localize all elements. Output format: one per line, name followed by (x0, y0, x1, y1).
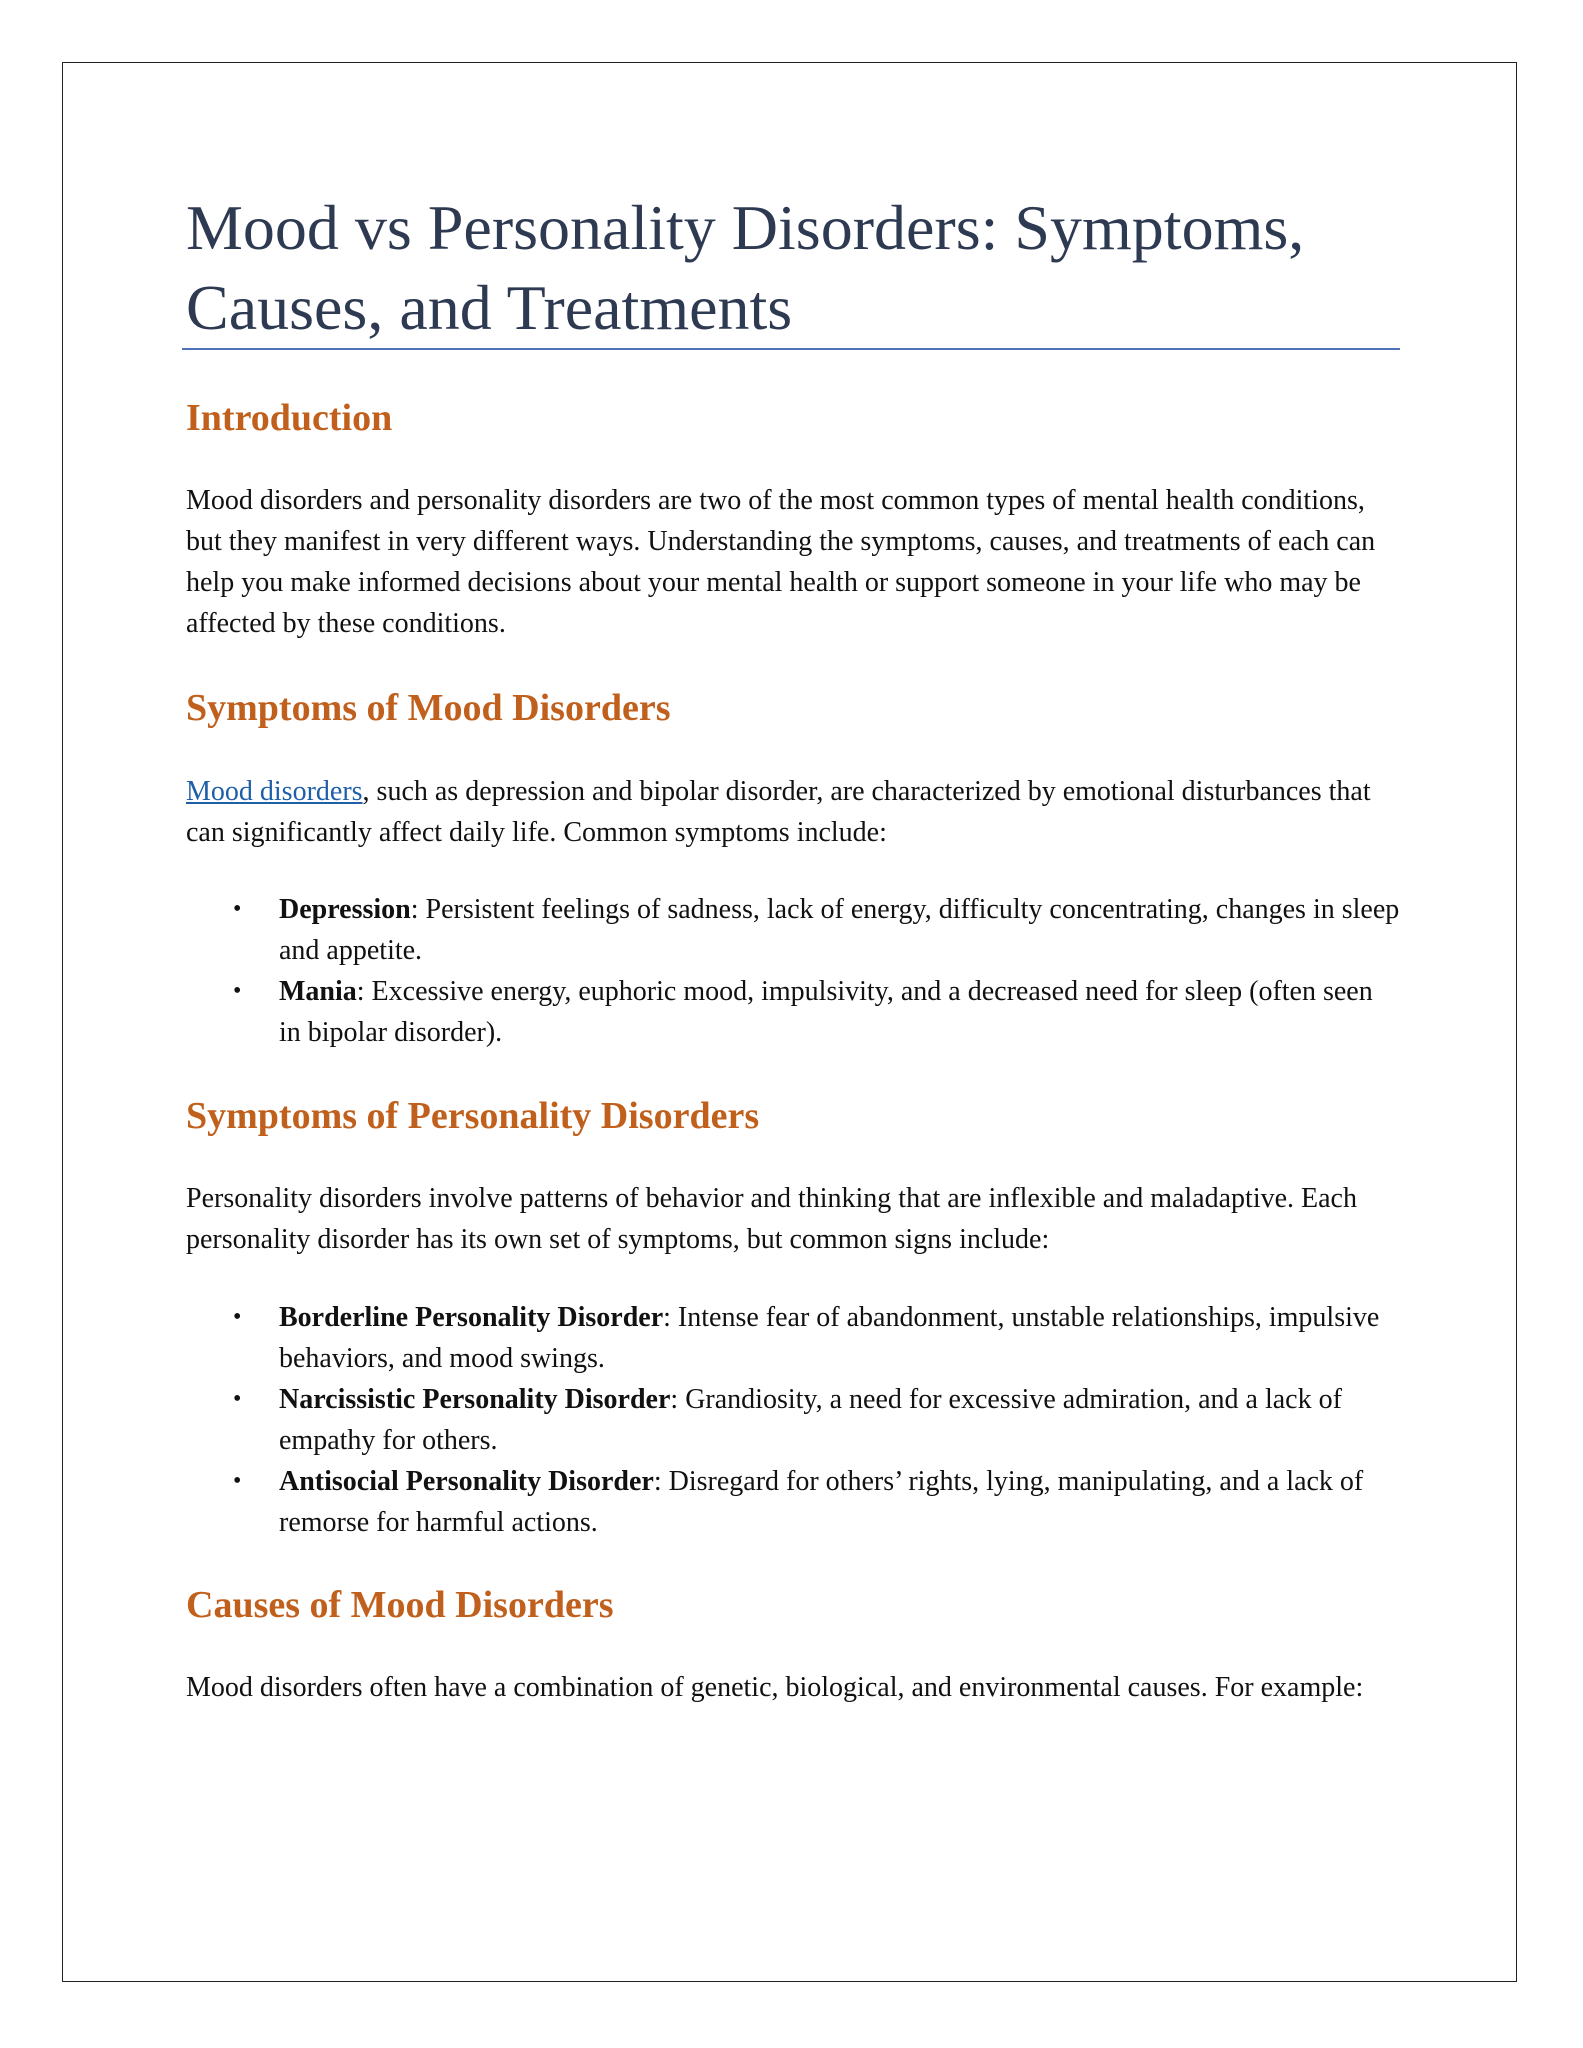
heading-introduction: Introduction (186, 397, 393, 439)
mood-disorders-link[interactable]: Mood disorders (186, 776, 363, 807)
heading-symptoms-personality-disorders: Symptoms of Personality Disorders (186, 1095, 760, 1137)
mood-symptoms-paragraph (186, 771, 1401, 853)
list-item-term: Mania (279, 976, 357, 1007)
list-item-term: Borderline Personality Disorder (279, 1302, 664, 1333)
heading-symptoms-mood-disorders: Symptoms of Mood Disorders (186, 687, 671, 729)
list-item (186, 1461, 1401, 1543)
list-item-text: : Intense fear of abandonment, unstable relationships, impulsive behaviors, and mood swings. (279, 1302, 1380, 1374)
bullet-icon: • (233, 978, 242, 1004)
bullet-icon: • (233, 1386, 242, 1412)
list-item (186, 971, 1401, 1053)
list-item (186, 1297, 1401, 1379)
mood-causes-paragraph: Mood disorders often have a combination of genetic, biological, and environmental causes. For example: (186, 1672, 1364, 1703)
personality-symptoms-list (186, 1297, 1401, 1543)
title-underline-rule (182, 348, 1400, 350)
list-item-text: : Disregard for others’ rights, lying, manipulating, and a lack of remorse for harmful actions. (279, 1466, 1364, 1538)
bullet-icon: • (233, 896, 242, 922)
personality-symptoms-paragraph: Personality disorders involve patterns of behavior and thinking that are inflexible and maladaptive. Each personality disorder has its own set of symptoms, but common signs include: (186, 1183, 1357, 1255)
heading-causes-mood-disorders: Causes of Mood Disorders (186, 1584, 614, 1626)
list-item (186, 1379, 1401, 1461)
list-item-text: : Persistent feelings of sadness, lack of energy, difficulty concentrating, changes in sleep and appetite. (279, 894, 1400, 966)
bullet-icon: • (233, 1304, 242, 1330)
list-item (186, 889, 1401, 971)
mood-symptoms-paragraph-text: , such as depression and bipolar disorder, are characterized by emotional disturbances that can significantly affect daily life. Common symptoms include: (186, 776, 1371, 848)
mood-symptoms-list (186, 889, 1401, 1053)
list-item-term: Depression (279, 894, 411, 925)
bullet-icon: • (233, 1468, 242, 1494)
list-item-text: : Excessive energy, euphoric mood, impulsivity, and a decreased need for sleep (often seen in bipolar disorder). (279, 976, 1373, 1048)
list-item-text: : Grandiosity, a need for excessive admiration, and a lack of empathy for others. (279, 1384, 1342, 1456)
document-title: Mood vs Personality Disorders: Symptoms, Causes, and Treatments (186, 192, 1305, 343)
list-item-term: Antisocial Personality Disorder (279, 1466, 654, 1497)
introduction-paragraph: Mood disorders and personality disorders are two of the most common types of mental health conditions, but they manifest in very different ways. Understanding the symptoms, causes, and treatments of each can help you make informed decisions about your mental health or support someone in your life who may be affected by these conditions. (186, 485, 1376, 639)
list-item-term: Narcissistic Personality Disorder (279, 1384, 671, 1415)
